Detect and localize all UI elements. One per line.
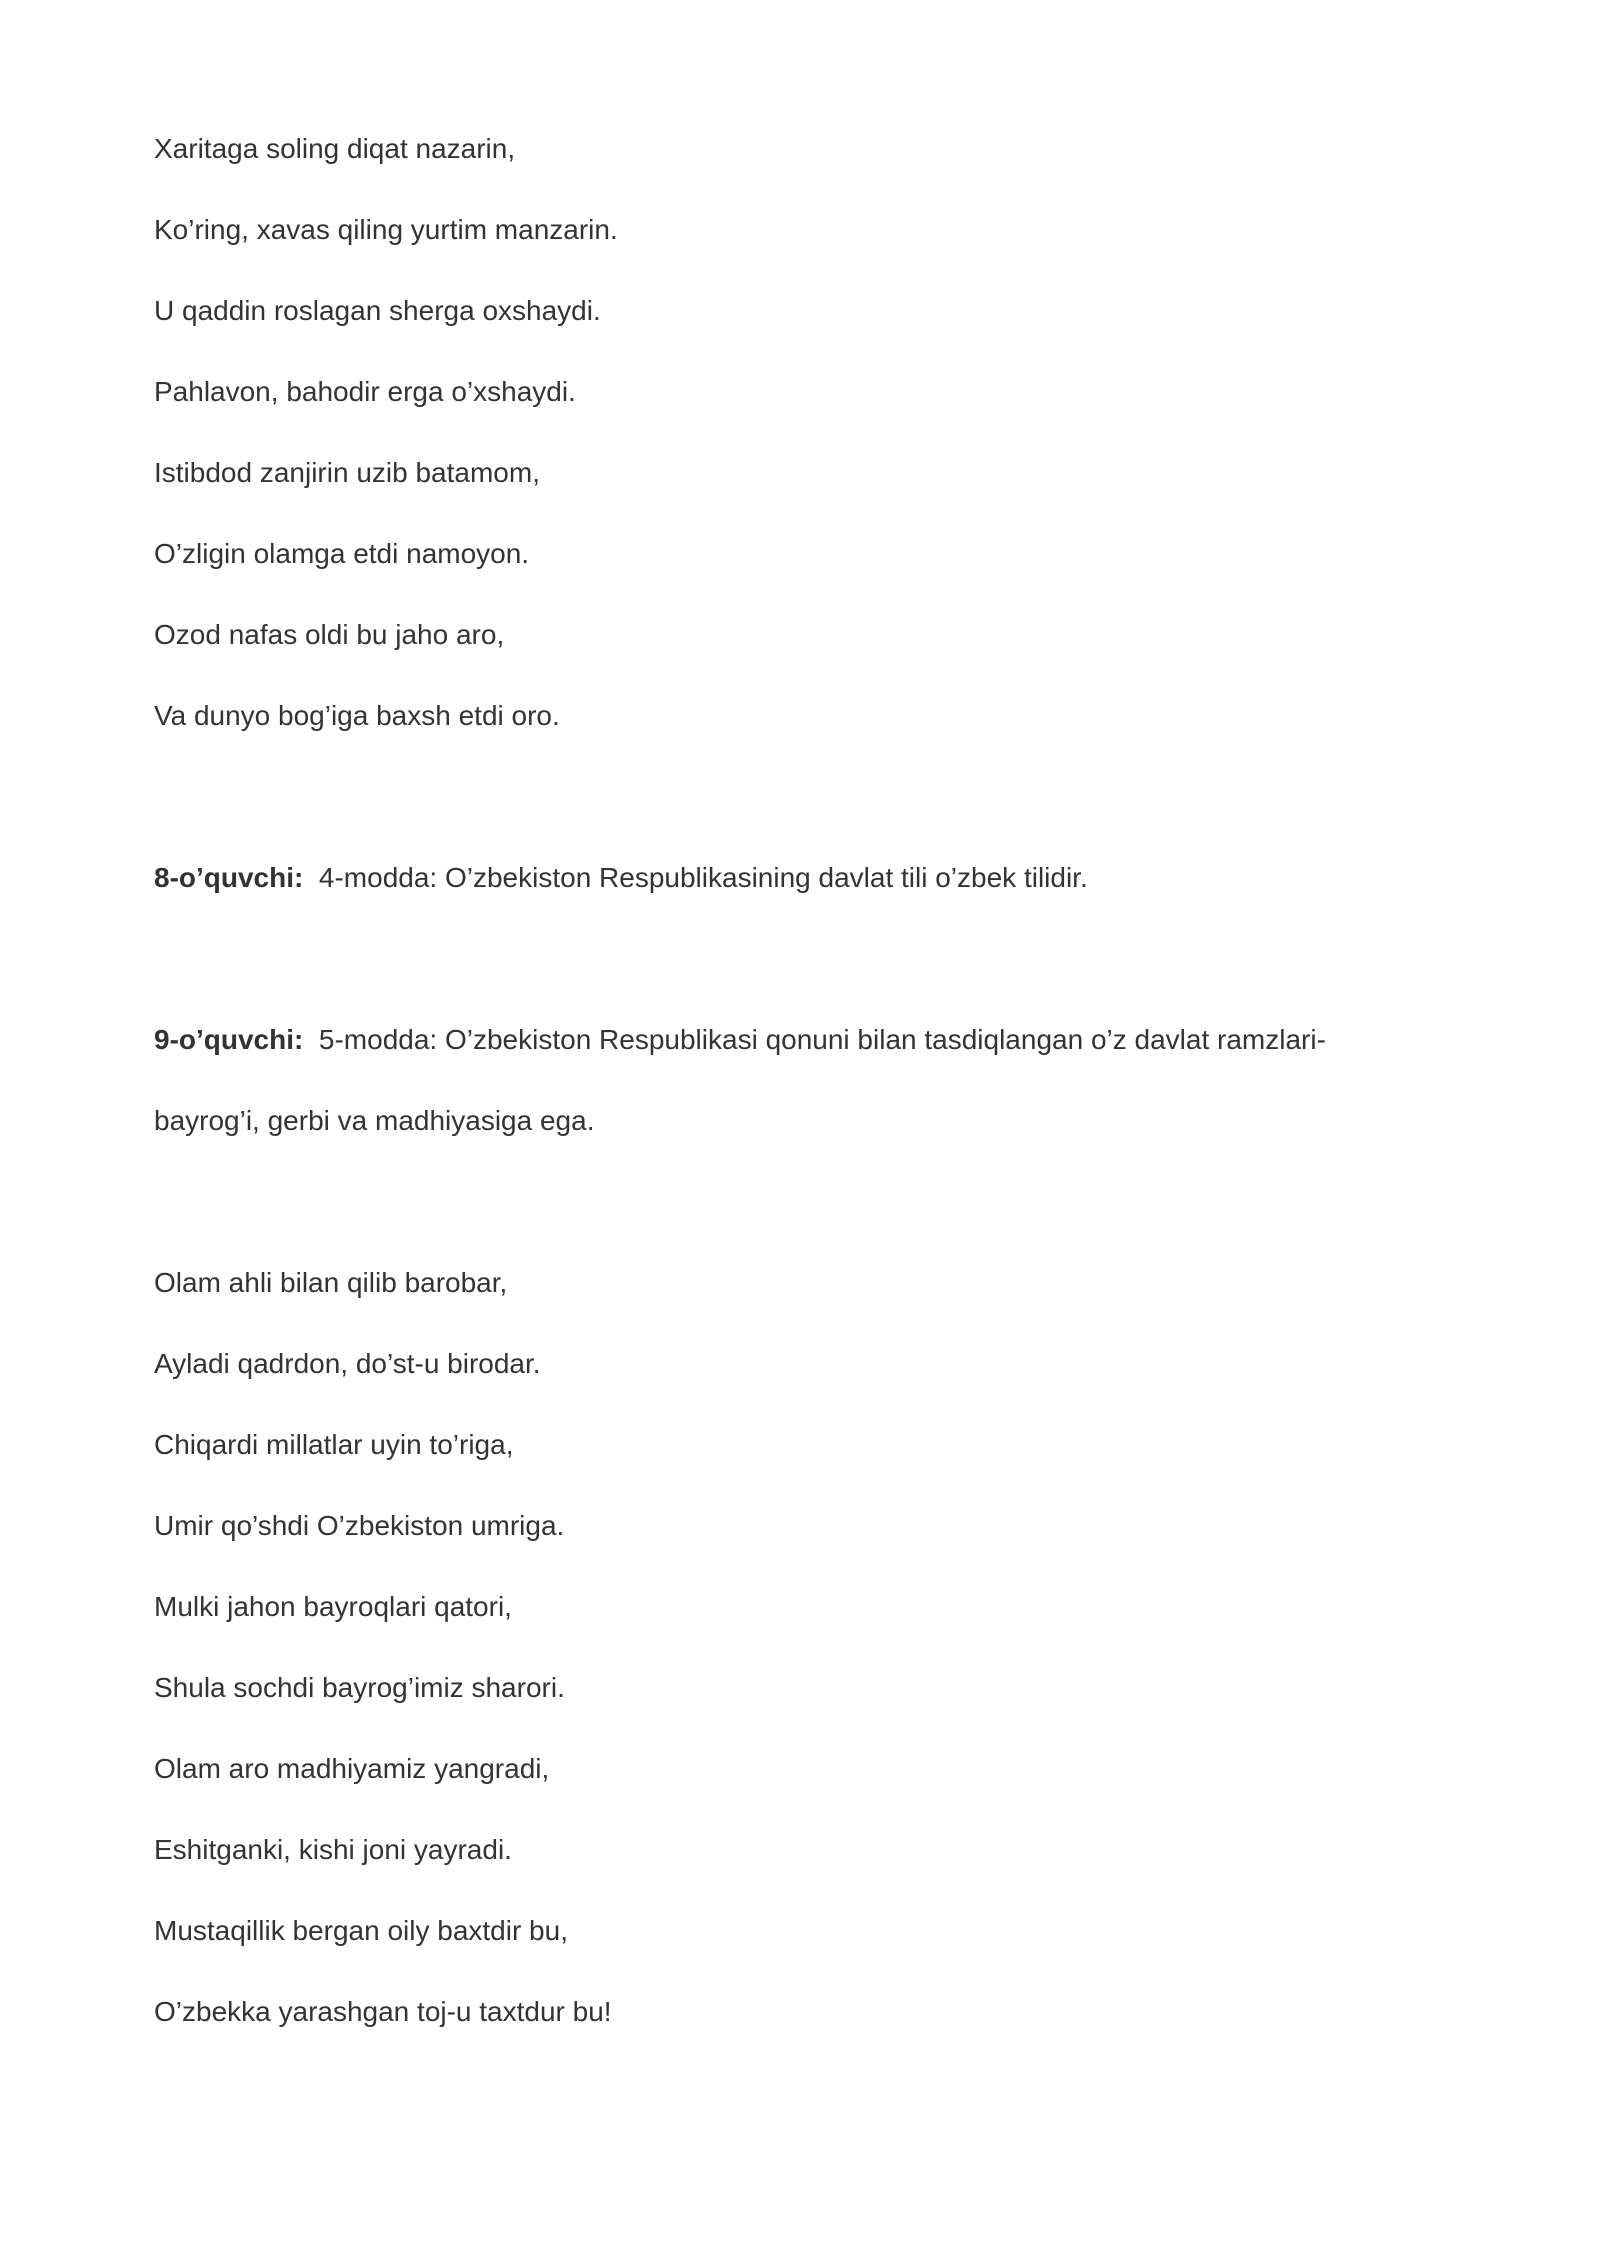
student-8-label: 8-o’quvchi: bbox=[154, 862, 304, 893]
student-8-paragraph bbox=[154, 861, 1088, 895]
student-9-label: 9-o’quvchi: bbox=[154, 1024, 304, 1055]
student-9-text: 5-modda: O’zbekiston Respublikasi qonuni bilan tasdiqlangan o’z davlat ramzlari- bbox=[318, 1024, 1326, 1055]
poem-line: Mustaqillik bergan oily baxtdir bu, bbox=[154, 1915, 568, 1946]
poem-line: Va dunyo bog’iga baxsh etdi oro. bbox=[154, 700, 560, 731]
poem-line: Mulki jahon bayroqlari qatori, bbox=[154, 1591, 512, 1622]
poem-line: Eshitganki, kishi joni yayradi. bbox=[154, 1834, 512, 1865]
poem-line: Ayladi qadrdon, do’st-u birodar. bbox=[154, 1348, 541, 1379]
poem-line: Umir qo’shdi O’zbekiston umriga. bbox=[154, 1510, 565, 1541]
student-8-text: 4-modda: O’zbekiston Respublikasining davlat tili o’zbek tilidir. bbox=[318, 862, 1088, 893]
poem-line: U qaddin roslagan sherga oxshaydi. bbox=[154, 295, 601, 326]
student-9-paragraph bbox=[154, 1023, 1326, 1057]
poem-line: Shula sochdi bayrog’imiz sharori. bbox=[154, 1672, 565, 1703]
poem-line: Pahlavon, bahodir erga o’xshaydi. bbox=[154, 376, 576, 407]
poem-line: Ko’ring, xavas qiling yurtim manzarin. bbox=[154, 214, 618, 245]
poem-line: Istibdod zanjirin uzib batamom, bbox=[154, 457, 540, 488]
poem-line: Xaritaga soling diqat nazarin, bbox=[154, 133, 516, 164]
student-9-text-continued: bayrog’i, gerbi va madhiyasiga ega. bbox=[154, 1105, 595, 1136]
poem-line: O’zligin olamga etdi namoyon. bbox=[154, 538, 530, 569]
poem-line: Chiqardi millatlar uyin to’riga, bbox=[154, 1429, 514, 1460]
poem-line: O’zbekka yarashgan toj-u taxtdur bu! bbox=[154, 1996, 612, 2027]
poem-line: Olam ahli bilan qilib barobar, bbox=[154, 1267, 508, 1298]
poem-line: Ozod nafas oldi bu jaho aro, bbox=[154, 619, 505, 650]
poem-line: Olam aro madhiyamiz yangradi, bbox=[154, 1753, 550, 1784]
